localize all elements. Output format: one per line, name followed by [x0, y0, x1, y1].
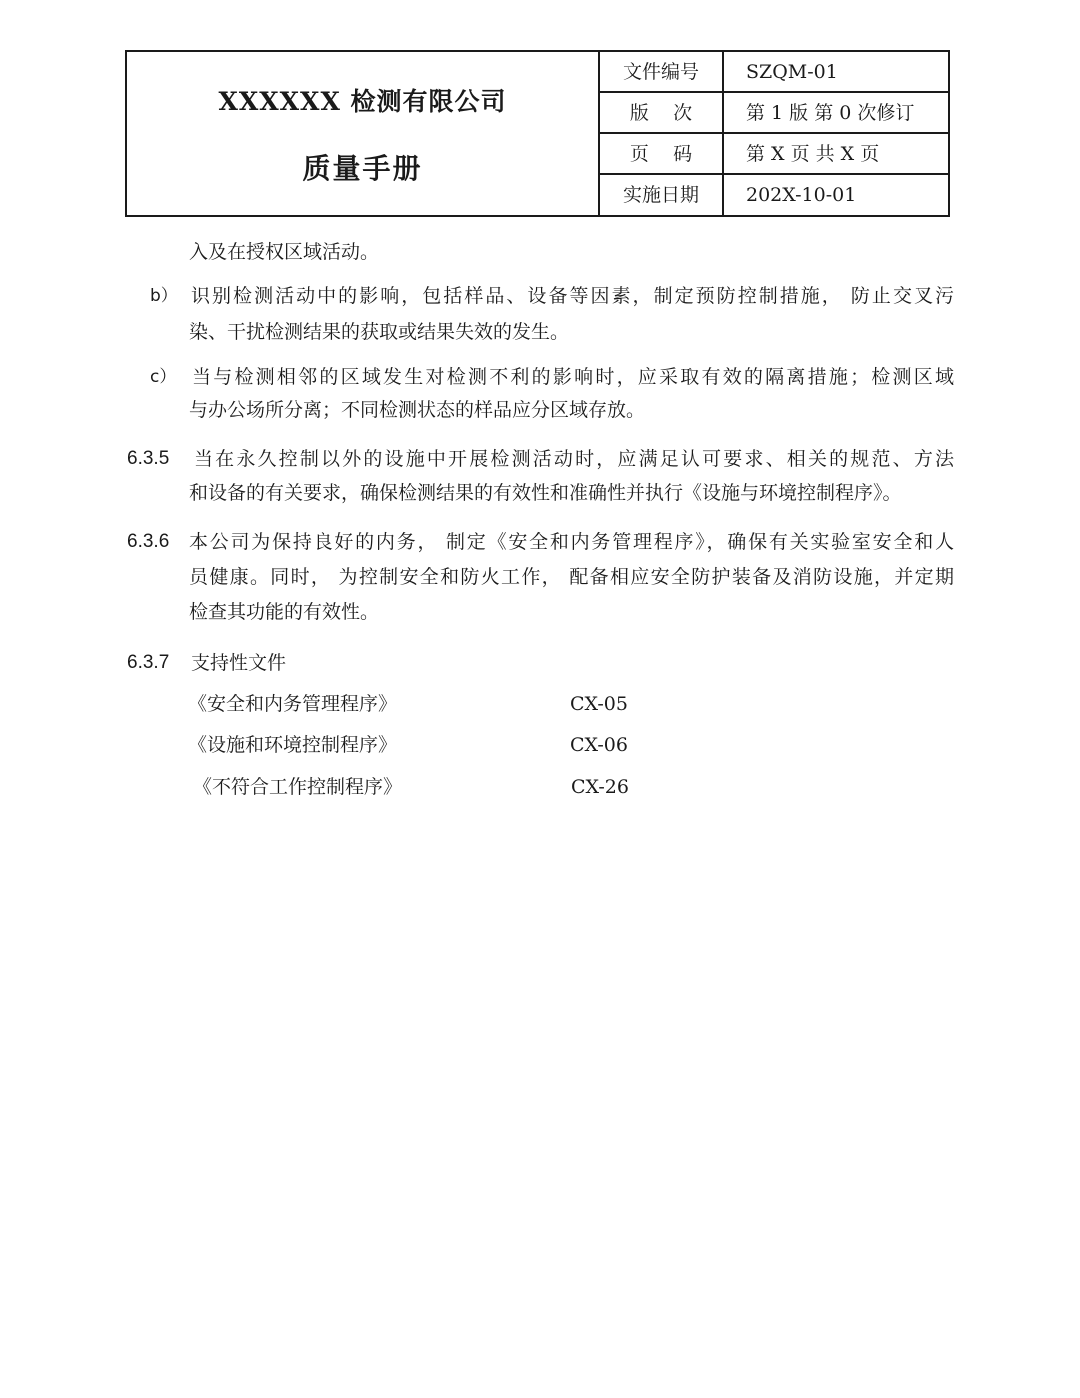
- list-marker-c: c）: [150, 367, 177, 387]
- header-title-cell: [127, 52, 600, 215]
- supporting-doc-name: 《安全和内务管理程序》: [188, 693, 398, 715]
- sec-636-text-2: 员健康。同时， 为控制安全和防火工作， 配备相应安全防护装备及消防设施，并定期: [189, 566, 954, 588]
- sec-636-line-1: [189, 530, 954, 554]
- supporting-doc-code: CX-26: [571, 776, 629, 798]
- header-meta-cells: [600, 52, 948, 215]
- sec-636-line-3: 检查其功能的有效性。: [189, 601, 380, 623]
- sec-636-text-1: 本公司为保持良好的内务， 制定《安全和内务管理程序》，确保有关实验室安全和人: [189, 531, 954, 553]
- meta-row-page: [600, 134, 948, 175]
- supporting-docs-title: 支持性文件: [191, 652, 287, 674]
- meta-row-effective-date: [600, 175, 948, 215]
- sec-636-line-2: [189, 565, 954, 589]
- continuation-line: 入及在授权区域活动。: [189, 241, 380, 263]
- section-number-6-3-6: 6.3.6: [127, 531, 170, 552]
- manual-title: 质量手册: [302, 152, 423, 185]
- item-b-line-1: [191, 284, 954, 308]
- item-c-line-1: [192, 365, 954, 389]
- sec-635-line-1: [194, 447, 954, 471]
- item-b-text-1: 识别检测活动中的影响，包括样品、设备等因素，制定预防控制措施， 防止交叉污: [191, 285, 954, 307]
- document-header-table: [125, 50, 950, 217]
- meta-label: 实施日期: [600, 175, 724, 215]
- supporting-doc-name: 《不符合工作控制程序》: [193, 776, 403, 798]
- meta-label: 页 码: [600, 134, 724, 173]
- meta-row-doc-number: [600, 52, 948, 93]
- company-name: XXXXXX 检测有限公司: [218, 87, 507, 116]
- meta-label: 文件编号: [600, 52, 724, 91]
- section-number-6-3-5: 6.3.5: [127, 448, 170, 469]
- meta-label: 版 次: [600, 93, 724, 132]
- section-number-6-3-7: 6.3.7: [127, 652, 170, 673]
- list-marker-b: b）: [150, 286, 178, 306]
- meta-row-edition: [600, 93, 948, 134]
- meta-value: 202X-10-01: [746, 184, 857, 206]
- supporting-doc-name: 《设施和环境控制程序》: [188, 734, 398, 756]
- meta-value: 第 1 版 第 0 次修订: [746, 102, 915, 124]
- sec-635-text-1: 当在永久控制以外的设施中开展检测活动时，应满足认可要求、相关的规范、方法: [194, 448, 954, 470]
- item-c-text-1: 当与检测相邻的区域发生对检测不利的影响时，应采取有效的隔离措施；检测区域: [192, 366, 954, 388]
- meta-value: SZQM-01: [746, 61, 838, 83]
- item-c-line-2: 与办公场所分离；不同检测状态的样品应分区域存放。: [189, 399, 646, 421]
- item-b-line-2: 染、干扰检测结果的获取或结果失效的发生。: [189, 321, 570, 343]
- sec-635-line-2: 和设备的有关要求，确保检测结果的有效性和准确性并执行《设施与环境控制程序》。: [189, 482, 902, 504]
- supporting-doc-code: CX-05: [570, 693, 628, 715]
- supporting-doc-code: CX-06: [570, 734, 628, 756]
- meta-value: 第 X 页 共 X 页: [746, 143, 880, 165]
